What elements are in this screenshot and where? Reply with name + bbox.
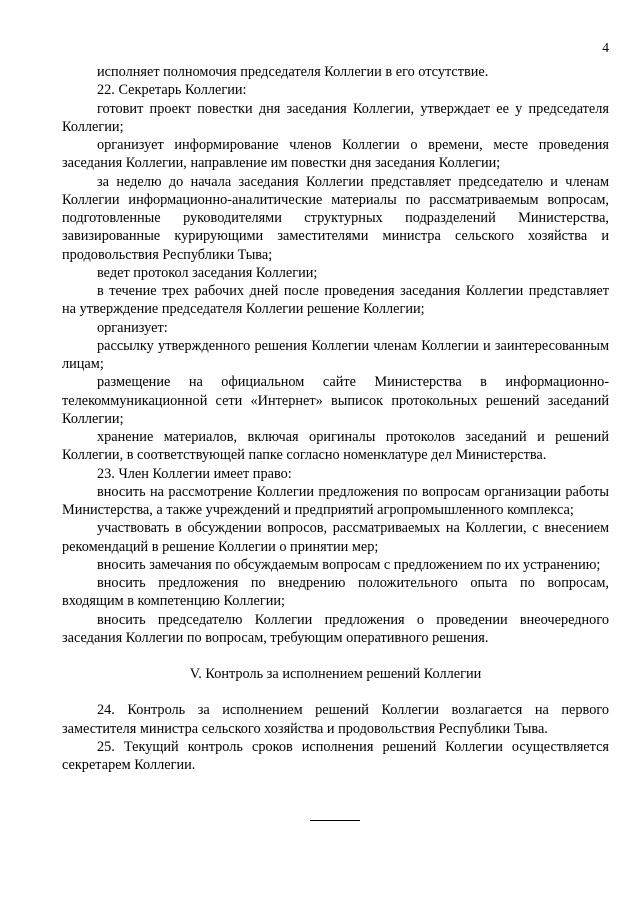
paragraph: исполняет полномочия председателя Коллегии в его отсутствие. <box>97 64 489 80</box>
document-body <box>62 63 609 774</box>
paragraph: хранение материалов, включая оригиналы протоколов заседаний и решений Коллегии, в соответствующей папке согласно номенклатуре дел Министерства. <box>62 429 609 464</box>
paragraph: вносить замечания по обсуждаемым вопросам с предложением по их устранению; <box>97 556 601 573</box>
paragraph: вносить предложения по внедрению положительного опыта по вопросам, входящим в компетенцию Коллегии; <box>62 575 609 610</box>
paragraph: 25. Текущий контроль сроков исполнения решений Коллегии осуществляется секретарем Коллегии. <box>62 738 609 773</box>
paragraph: вносить председателю Коллегии предложения о проведении внеочередного заседания Коллегии по вопросам, требующим оперативного решения. <box>62 611 609 646</box>
paragraph: участвовать в обсуждении вопросов, рассматриваемых на Коллегии, с внесением рекомендаций в решение Коллегии о принятии мер; <box>62 520 609 555</box>
paragraph: вносить на рассмотрение Коллегии предложения по вопросам организации работы Министерства, а также учреждений и предприятий агропромышленного комплекса; <box>62 483 609 518</box>
divider-line <box>310 820 360 821</box>
paragraph: организует информирование членов Коллегии о времени, месте проведения заседания Коллегии, направление им повестки дня заседания Коллегии; <box>62 137 609 172</box>
paragraph: 24. Контроль за исполнением решений Коллегии возлагается на первого заместителя министра сельского хозяйства и продовольствия Республики Тыва. <box>62 702 609 737</box>
paragraph: организует: <box>97 319 168 336</box>
paragraph: ведет протокол заседания Коллегии; <box>97 264 318 281</box>
paragraph: 22. Секретарь Коллегии: <box>97 82 247 99</box>
paragraph: в течение трех рабочих дней после проведения заседания Коллегии представляет на утверждение председателя Коллегии решение Коллегии; <box>62 283 609 318</box>
paragraph: рассылку утвержденного решения Коллегии членам Коллегии и заинтересованным лицам; <box>62 337 609 372</box>
paragraph: за неделю до начала заседания Коллегии представляет председателю и членам Коллегии информационно-аналитические материалы по рассматриваемым вопросам, подготовленные руководителями структурных подразделений Министерства, завизированные курирующими заместителями министра сельского хозяйства и продовольствия Республики Тыва; <box>62 173 609 263</box>
paragraph: размещение на официальном сайте Министерства в информационно-телекоммуникационной сети «Интернет» выписок протокольных решений заседаний Коллегии; <box>62 374 609 427</box>
section-heading: V. Контроль за исполнением решений Коллегии <box>189 666 482 682</box>
paragraph: готовит проект повестки дня заседания Коллегии, утверждает ее у председателя Коллегии; <box>62 100 609 135</box>
page-number: 4 <box>602 40 609 55</box>
paragraph: 23. Член Коллегии имеет право: <box>97 465 292 482</box>
